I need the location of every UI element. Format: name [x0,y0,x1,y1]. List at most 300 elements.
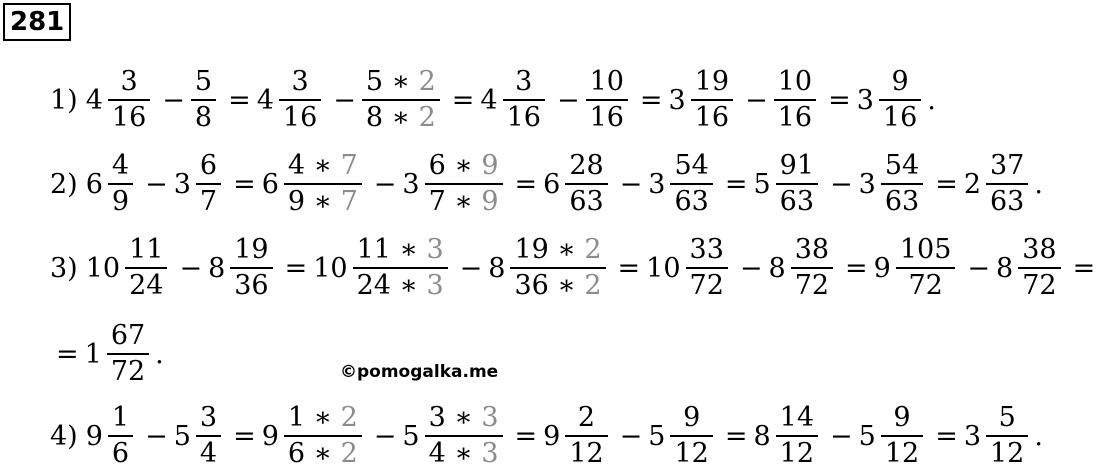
fraction [896,233,956,303]
whole-part: 8 [488,252,506,284]
fraction-numerator [196,401,221,435]
minus-sign: − [145,420,168,452]
fraction [107,319,149,389]
fraction-numerator [889,401,914,435]
fraction-denominator-value: 63 [990,186,1025,217]
fraction-multiplier: 2 [340,438,358,469]
mixed-number [86,65,151,135]
fraction-denominator [565,185,607,219]
mixed-number [174,149,221,219]
whole-part: 9 [873,252,891,284]
fraction-denominator-value: 24 [129,270,164,301]
fraction-numerator-value: 91 [779,150,815,181]
mixed-number [86,233,168,303]
whole-part: 8 [996,252,1014,284]
equals-sign: = [284,252,308,284]
fraction-numerator-value: 11 ∗ [356,234,427,265]
fraction-numerator [995,401,1020,435]
whole-part: 6 [261,168,279,200]
mixed-number [480,65,545,135]
fraction-denominator-value: 9 ∗ [287,186,341,217]
equals-sign: = [724,420,748,452]
fraction [586,65,628,135]
whole-part: 3 [856,84,874,116]
fraction-denominator-value: 4 ∗ [428,438,482,469]
whole-part: 4 [85,84,103,116]
fraction-numerator [881,149,923,183]
minus-sign: − [967,252,991,284]
fraction-denominator [879,101,921,135]
mixed-number [996,233,1061,303]
mixed-number [964,401,1029,471]
whole-part: 5 [648,420,666,452]
fraction-numerator-value: 3 ∗ [428,402,482,433]
equation-row-3-continuation [50,314,170,394]
fraction [196,401,221,471]
fraction-numerator [670,149,712,183]
fraction-numerator-value: 1 [111,402,130,433]
fraction-denominator-value: 72 [908,270,943,301]
fraction-denominator [586,101,628,135]
minus-sign: − [145,168,168,200]
fraction [774,65,816,135]
mixed-number [174,401,221,471]
fraction-denominator [670,437,712,471]
fraction-numerator [425,401,503,435]
mixed-number [402,149,502,219]
mixed-number [86,401,133,471]
mixed-number [262,149,362,219]
watermark: ©pomogalka.me [340,362,499,382]
mixed-number [262,401,362,471]
mixed-number [857,65,922,135]
fraction-multiplier: 2 [340,402,358,433]
equation-row-3 [50,228,1101,308]
period: . [1034,420,1043,452]
equals-sign: = [724,168,748,200]
fraction-numerator [686,233,728,267]
mixed-number [488,233,605,303]
mixed-number [208,233,273,303]
fraction-numerator-value: 4 ∗ [287,150,341,181]
fraction-denominator [691,101,733,135]
fraction [670,401,712,471]
fraction-denominator [881,437,923,471]
whole-part: 3 [858,168,876,200]
fraction-denominator-value: 63 [674,186,709,217]
mixed-number [543,149,608,219]
fraction-denominator [108,437,133,471]
fraction-numerator [425,149,503,183]
fraction-numerator-value: 2 [577,402,596,433]
mixed-number [86,149,133,219]
fraction-denominator-value: 24 ∗ [356,270,427,301]
fraction-denominator-value: 6 ∗ [287,438,341,469]
fraction-denominator-value: 12 [674,438,709,469]
minus-sign: − [619,168,643,200]
fraction-numerator-value: 67 [110,320,146,351]
fraction [108,65,150,135]
whole-part: 3 [173,168,191,200]
fraction-denominator [230,269,272,303]
fraction-multiplier: 7 [340,186,358,217]
fraction-denominator-value: 7 ∗ [428,186,482,217]
fraction-numerator-value: 10 [777,66,813,97]
fraction-denominator [776,185,818,219]
equation-row-1 [50,60,942,140]
fraction-denominator-value: 16 [882,102,918,133]
fraction-numerator-value: 6 [199,150,218,181]
equals-sign: = [514,168,538,200]
fraction-numerator-value: 10 [589,66,624,97]
fraction-denominator-value: 63 [569,186,604,217]
fraction-denominator [284,185,362,219]
whole-part: 9 [543,420,561,452]
minus-sign: − [830,420,853,452]
fraction-multiplier: 3 [426,234,444,265]
fraction-numerator [896,233,956,267]
fraction-denominator-value: 12 [779,438,815,469]
mixed-number [753,401,818,471]
fraction-denominator [986,437,1028,471]
whole-part: 3 [963,420,981,452]
fraction-denominator-value: 8 ∗ [365,102,419,133]
fraction-numerator [362,65,440,99]
fraction-denominator-value: 16 [694,102,730,133]
whole-part: 10 [85,252,121,284]
fraction-numerator [679,401,704,435]
fraction [670,149,712,219]
fraction-denominator [125,269,167,303]
whole-part: 9 [85,420,103,452]
fraction-denominator-value: 4 [199,438,218,469]
fraction-numerator [191,65,216,99]
fraction [879,65,921,135]
problem-number: 281 [3,3,71,41]
whole-part: 3 [402,168,420,200]
minus-sign: − [619,420,643,452]
equals-sign: = [228,84,251,116]
fraction-numerator-value: 4 [111,150,130,181]
fraction-numerator [887,65,912,99]
whole-part: 8 [753,420,771,452]
fraction-numerator [791,233,833,267]
fraction-numerator-value: 3 [515,66,533,97]
fraction-numerator-value: 3 [120,66,138,97]
fraction-multiplier: 7 [340,150,358,181]
fraction-denominator-value: 72 [794,270,830,301]
fraction-denominator [196,437,221,471]
equals-sign: = [828,84,851,116]
fraction-denominator-value: 36 [234,270,269,301]
fraction-denominator-value: 12 [990,438,1025,469]
mixed-number [859,149,924,219]
minus-sign: − [162,84,185,116]
fraction-numerator [774,65,816,99]
whole-part: 4 [480,84,498,116]
fraction-numerator [574,401,599,435]
fraction-denominator-value: 16 [589,102,624,133]
fraction [503,65,545,135]
fraction [108,401,133,471]
fraction-denominator [353,269,448,303]
equals-sign: = [935,420,958,452]
mixed-number [769,233,834,303]
minus-sign: − [830,168,853,200]
item-label: 1) [50,84,78,116]
fraction-numerator-value: 28 [569,150,604,181]
fraction-numerator [691,65,733,99]
fraction-denominator-value: 72 [110,356,146,387]
fraction-denominator [425,185,503,219]
fraction-numerator [108,401,133,435]
equals-sign: = [1072,252,1096,284]
mixed-number [85,319,150,389]
fraction-denominator [108,101,150,135]
fraction-numerator-value: 3 [291,66,309,97]
fraction-numerator-value: 38 [1022,234,1057,265]
whole-part: 6 [543,168,561,200]
fraction [230,233,272,303]
fraction-denominator [565,437,607,471]
fraction-numerator-value: 38 [794,234,830,265]
minus-sign: − [556,84,580,116]
fraction-numerator [284,149,362,183]
mixed-number [753,149,818,219]
fraction [284,149,362,219]
fraction-denominator [881,185,923,219]
whole-part: 1 [84,338,102,370]
fraction-denominator [776,437,818,471]
fraction-denominator [425,437,503,471]
equals-sign: = [845,252,868,284]
fraction-denominator-value: 36 ∗ [514,270,585,301]
fraction-denominator [196,185,221,219]
fraction-multiplier: 2 [584,234,602,265]
fraction-denominator-value: 63 [884,186,920,217]
fraction-numerator-value: 9 [683,402,701,433]
whole-part: 9 [261,420,279,452]
minus-sign: − [745,84,768,116]
fraction-multiplier: 2 [418,102,436,133]
fraction-denominator-value: 8 [194,102,213,133]
fraction-multiplier: 3 [481,438,499,469]
fraction [986,149,1028,219]
mixed-number [646,233,728,303]
fraction-numerator-value: 5 ∗ [365,66,419,97]
whole-part: 5 [753,168,771,200]
fraction [425,149,503,219]
fraction-numerator [116,65,141,99]
equals-sign: = [56,338,79,370]
fraction [691,65,733,135]
equals-sign: = [935,168,958,200]
fraction-denominator [791,269,833,303]
fraction-numerator-value: 54 [674,150,709,181]
equation-row-4 [50,396,1049,476]
fraction-numerator [776,149,818,183]
minus-sign: − [459,252,483,284]
fraction-denominator [774,101,816,135]
fraction-denominator-value: 72 [689,270,724,301]
fraction-numerator-value: 6 ∗ [428,150,482,181]
fraction-denominator [362,101,440,135]
whole-part: 4 [256,84,274,116]
fraction-denominator [904,269,946,303]
whole-part: 10 [313,252,348,284]
fraction-multiplier: 2 [418,66,436,97]
mixed-number [257,65,322,135]
fraction-numerator [230,233,272,267]
minus-sign: − [739,252,763,284]
fraction-numerator [565,149,607,183]
mixed-number [874,233,956,303]
fraction-denominator [986,185,1028,219]
fraction-numerator [107,319,149,353]
fraction [353,233,448,303]
period: . [1034,168,1043,200]
fraction-denominator [107,355,149,389]
fraction [776,149,818,219]
fraction-numerator [511,65,536,99]
fraction-numerator-value: 105 [899,234,952,265]
fraction-denominator-value: 16 [111,102,147,133]
fraction-denominator-value: 16 [282,102,318,133]
fraction-numerator-value: 14 [779,402,815,433]
whole-part: 8 [768,252,786,284]
equals-sign: = [639,84,663,116]
fraction [881,401,923,471]
fraction-denominator-value: 72 [1022,270,1057,301]
whole-part: 8 [208,252,226,284]
fraction-denominator-value: 63 [779,186,815,217]
item-label: 4) [50,420,78,452]
mixed-number [669,65,734,135]
item-label: 3) [50,252,78,284]
fraction-denominator-value: 12 [884,438,920,469]
fraction-numerator-value: 19 [694,66,730,97]
fraction-denominator [670,185,712,219]
fraction [196,149,221,219]
fraction-numerator-value: 37 [990,150,1025,181]
fraction-numerator-value: 11 [129,234,164,265]
fraction [1018,233,1060,303]
period: . [155,338,164,370]
fraction-numerator [125,233,167,267]
fraction-numerator [586,65,628,99]
fraction [191,65,216,135]
fraction [776,401,818,471]
fraction-denominator-value: 12 [569,438,604,469]
fraction-denominator [284,437,362,471]
fraction-numerator [986,149,1028,183]
fraction-denominator [510,269,605,303]
fraction-multiplier: 9 [481,150,499,181]
fraction-numerator [284,401,362,435]
equals-sign: = [233,168,256,200]
fraction [881,149,923,219]
whole-part: 6 [85,168,103,200]
fraction-denominator [108,185,133,219]
whole-part: 2 [963,168,981,200]
fraction-denominator [686,269,728,303]
fraction-denominator [503,101,545,135]
mixed-number [543,401,608,471]
equals-sign: = [514,420,538,452]
minus-sign: − [373,168,397,200]
mixed-number [648,401,713,471]
fraction-numerator-value: 5 [998,402,1016,433]
fraction-multiplier: 9 [481,186,499,217]
fraction-numerator [510,233,605,267]
minus-sign: − [333,84,356,116]
minus-sign: − [179,252,203,284]
fraction-denominator [279,101,321,135]
fraction-denominator-value: 7 [199,186,218,217]
fraction [565,149,607,219]
fraction-denominator-value: 16 [777,102,813,133]
fraction-numerator-value: 9 [893,402,911,433]
mixed-number [648,149,713,219]
mixed-number [402,401,502,471]
fraction-numerator-value: 54 [884,150,920,181]
whole-part: 5 [858,420,876,452]
whole-part: 5 [173,420,191,452]
fraction-numerator-value: 33 [689,234,724,265]
fraction-numerator-value: 19 [234,234,269,265]
equals-sign: = [617,252,641,284]
equals-sign: = [451,84,475,116]
fraction-denominator [191,101,216,135]
fraction-numerator [353,233,448,267]
mixed-number [313,233,447,303]
fraction-numerator [1018,233,1060,267]
fraction-numerator-value: 9 [891,66,909,97]
fraction-denominator [1018,269,1060,303]
fraction-multiplier: 2 [584,270,602,301]
fraction-denominator-value: 6 [111,438,130,469]
item-label: 2) [50,168,78,200]
fraction [279,65,321,135]
fraction-numerator [196,149,221,183]
fraction-numerator [108,149,133,183]
fraction-numerator-value: 19 ∗ [514,234,585,265]
fraction [362,65,440,135]
mixed-number [964,149,1029,219]
fraction [425,401,503,471]
fraction-numerator-value: 1 ∗ [287,402,341,433]
whole-part: 10 [646,252,681,284]
period: . [927,84,936,116]
mixed-number [859,401,924,471]
fraction [791,233,833,303]
whole-part: 5 [402,420,420,452]
whole-part: 3 [648,168,666,200]
fraction [565,401,607,471]
fraction-numerator-value: 5 [194,66,213,97]
equation-row-2 [50,144,1049,224]
fraction [108,149,133,219]
fraction-numerator-value: 3 [199,402,218,433]
fraction [284,401,362,471]
fraction-numerator [287,65,312,99]
fraction-multiplier: 3 [481,402,499,433]
fraction-multiplier: 3 [426,270,444,301]
whole-part: 3 [668,84,686,116]
fraction [510,233,605,303]
fraction [125,233,167,303]
fraction [986,401,1028,471]
